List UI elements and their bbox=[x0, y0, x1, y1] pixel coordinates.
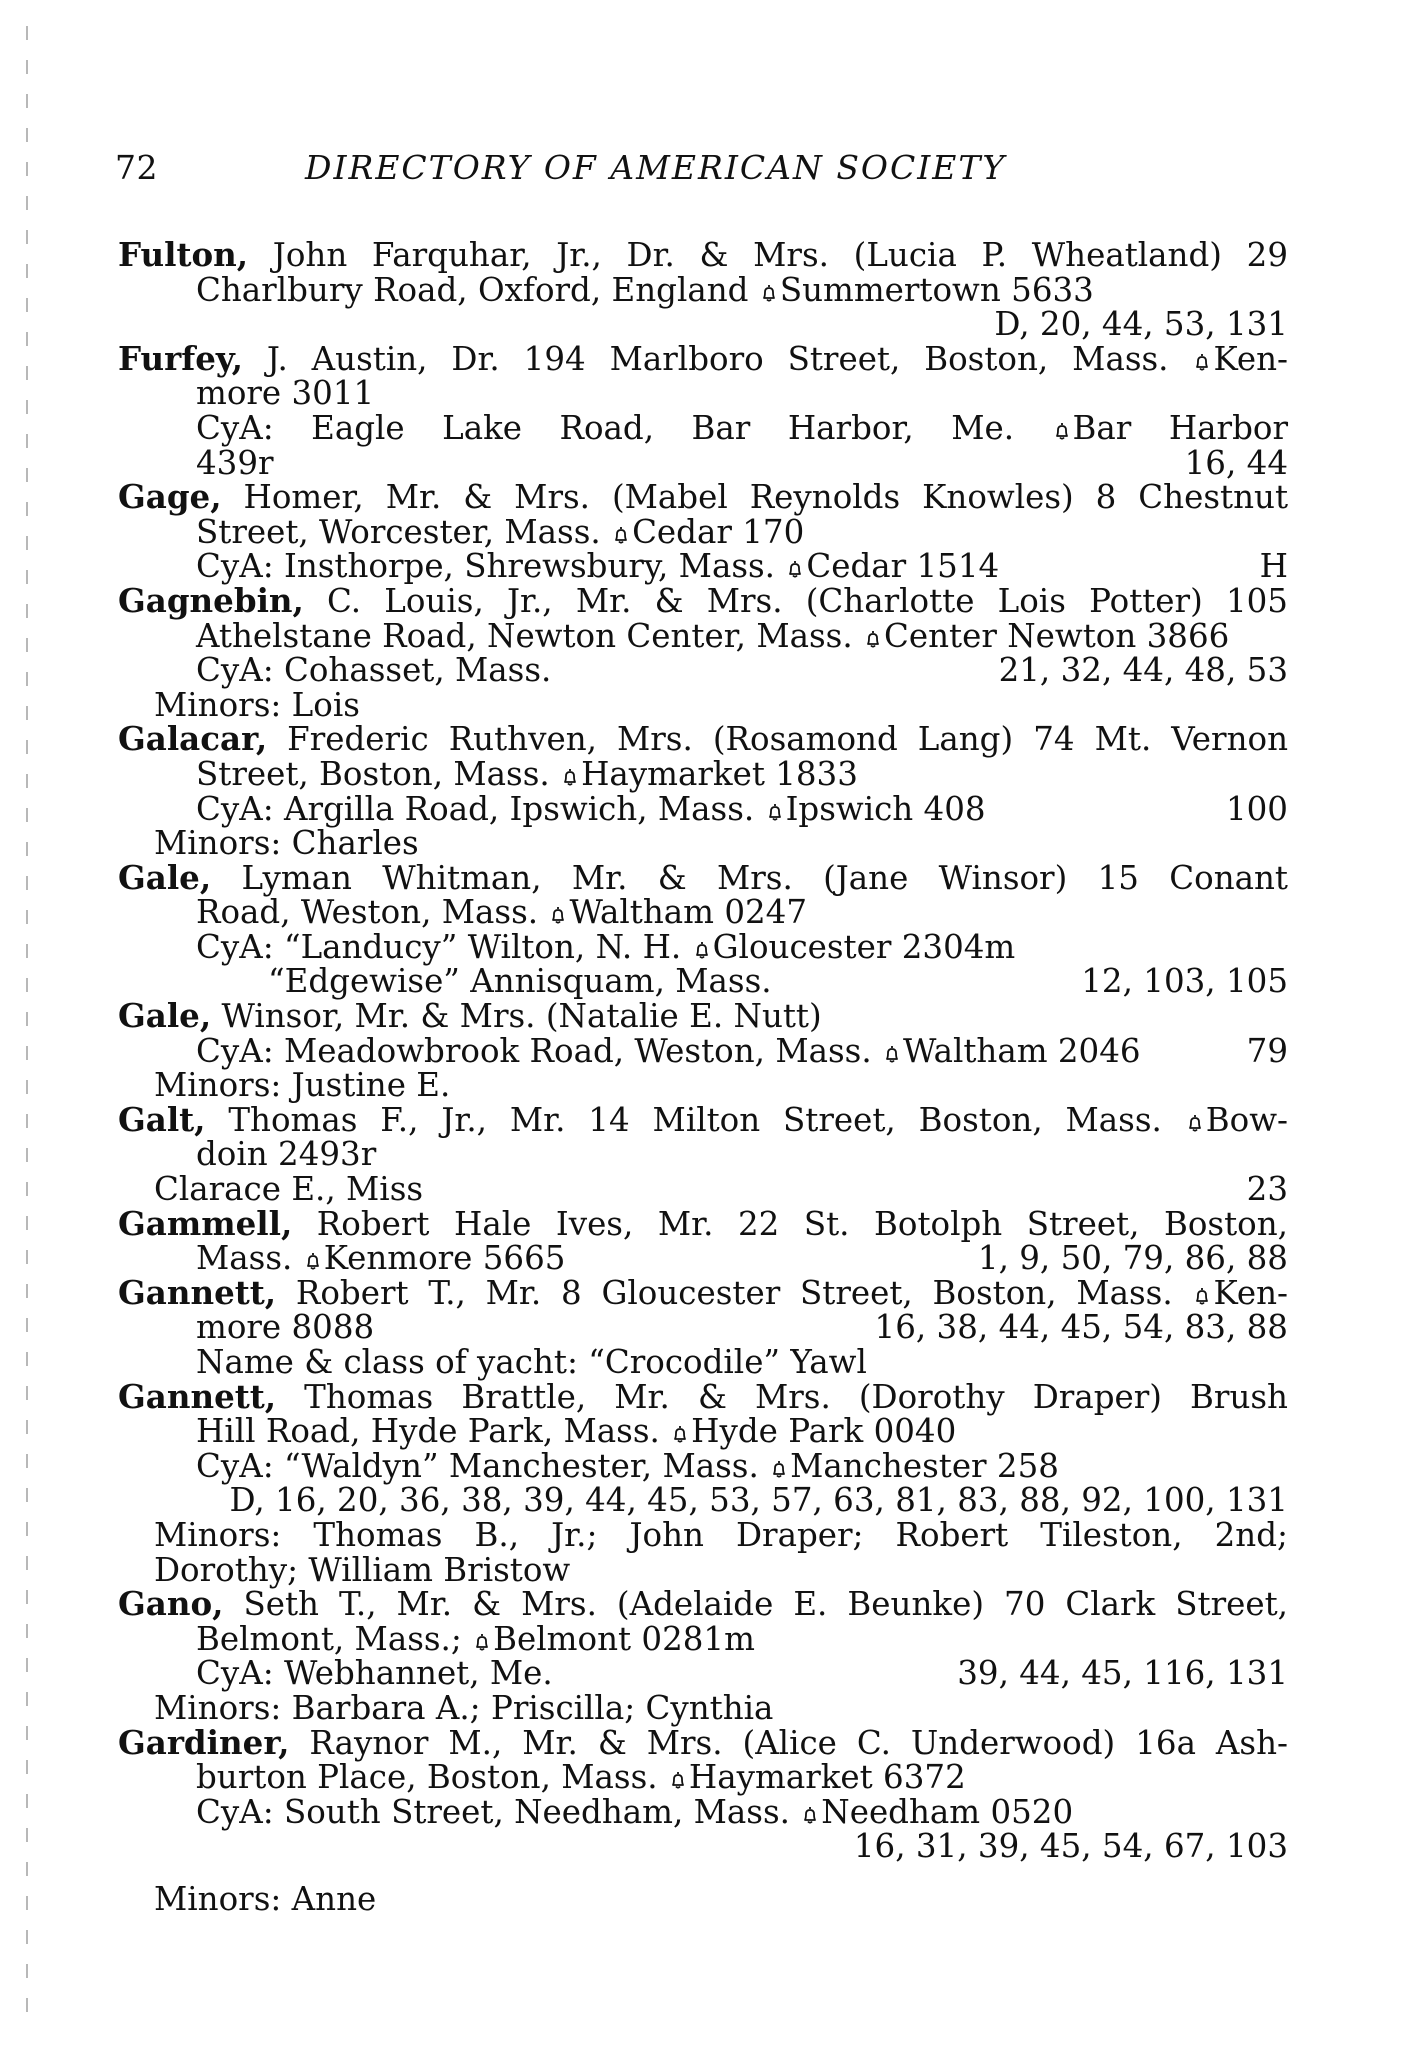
directory-line bbox=[118, 477, 1288, 517]
entry-text: Frederic Ruthven, Mrs. (Rosamond Lang) 74 Mt. Vernon bbox=[267, 720, 1288, 759]
directory-line bbox=[118, 307, 1288, 342]
directory-line bbox=[118, 653, 1288, 688]
entry-text: Waltham 0247 bbox=[569, 893, 808, 932]
entry-text: Minors: Anne bbox=[154, 1879, 377, 1918]
directory-line bbox=[118, 1760, 1288, 1795]
entry-text: Raynor M., Mr. & Mrs. (Alice C. Underwood) 16a Ash- bbox=[289, 1723, 1288, 1762]
directory-line bbox=[118, 789, 1288, 828]
directory-line bbox=[118, 1272, 1288, 1312]
entry-text: Ipswich 408 bbox=[785, 789, 986, 828]
directory-line bbox=[118, 408, 1288, 447]
directory-line bbox=[118, 685, 1288, 724]
directory-line bbox=[118, 235, 1288, 274]
entry-text: CyA: Cohasset, Mass. bbox=[196, 651, 552, 690]
entry-text: Seth T., Mr. & Mrs. (Adelaide E. Beunke) 70 Clark Street, bbox=[223, 1585, 1288, 1624]
entry-text: Gloucester 2304m bbox=[712, 927, 1016, 966]
entry-text: Center Newton 3866 bbox=[884, 616, 1230, 655]
entry-text: Street, Worcester, Mass. bbox=[196, 512, 612, 551]
entry-text: Manchester 258 bbox=[790, 1446, 1059, 1485]
bell-icon bbox=[1185, 1113, 1205, 1133]
bell-icon bbox=[765, 802, 785, 822]
entry-surname: Gale, bbox=[118, 996, 212, 1036]
directory-line bbox=[118, 1068, 1288, 1103]
directory-line bbox=[118, 857, 1288, 897]
bell-icon bbox=[303, 1251, 323, 1271]
directory-line bbox=[118, 1722, 1288, 1762]
page-number: 72 bbox=[115, 148, 158, 187]
entry-text: CyA: Insthorpe, Shrewsbury, Mass. bbox=[196, 547, 786, 586]
entry-text: Winsor, Mr. & Mrs. (Natalie E. Nutt) bbox=[211, 997, 822, 1036]
directory-line bbox=[118, 1376, 1288, 1416]
entry-text: Robert Hale Ives, Mr. 22 St. Botolph Street, Boston, bbox=[292, 1204, 1288, 1243]
entry-text: Waltham 2046 bbox=[903, 1031, 1141, 1070]
entry-surname: Gagnebin, bbox=[118, 580, 304, 620]
entry-club-codes: D, 20, 44, 53, 131 bbox=[994, 305, 1288, 344]
directory-listing bbox=[118, 235, 1288, 1918]
entry-text: Homer, Mr. & Mrs. (Mabel Reynolds Knowles) 8 Chestnut bbox=[221, 478, 1288, 517]
entry-club-codes: 12, 103, 105 bbox=[1081, 962, 1288, 1001]
entry-text: Minors: Thomas B., Jr.; John Draper; Robert Tileston, 2nd; bbox=[154, 1515, 1288, 1554]
directory-line bbox=[118, 1414, 1288, 1449]
entry-surname: Galt, bbox=[118, 1099, 206, 1139]
entry-text: more 3011 bbox=[196, 374, 375, 413]
entry-club-codes: 16, 31, 39, 45, 54, 67, 103 bbox=[853, 1827, 1288, 1866]
bell-icon bbox=[670, 1424, 690, 1444]
entry-text: CyA: “Landucy” Wilton, N. H. bbox=[196, 927, 692, 966]
entry-surname: Gano, bbox=[118, 1584, 224, 1624]
entry-surname: Gammell, bbox=[118, 1203, 293, 1243]
directory-line bbox=[118, 1515, 1288, 1554]
directory-line bbox=[118, 1619, 1288, 1658]
entry-text: Ken- bbox=[1213, 1273, 1288, 1312]
bell-icon bbox=[472, 1632, 492, 1652]
directory-line bbox=[118, 270, 1288, 309]
directory-line bbox=[118, 1656, 1288, 1691]
directory-line bbox=[118, 826, 1288, 861]
bell-icon bbox=[759, 283, 779, 303]
entry-text: Hyde Park 0040 bbox=[691, 1412, 957, 1451]
entry-text: Ken- bbox=[1213, 339, 1288, 378]
entry-text: CyA: Webhannet, Me. bbox=[196, 1654, 553, 1693]
entry-club-codes: 16, 38, 44, 45, 54, 83, 88 bbox=[874, 1308, 1288, 1347]
bell-icon bbox=[863, 629, 883, 649]
entry-text: Haymarket 6372 bbox=[688, 1758, 966, 1797]
entry-text: Needham 0520 bbox=[821, 1792, 1074, 1831]
entry-text: Cedar 1514 bbox=[806, 547, 1000, 586]
entry-text: Belmont, Mass.; bbox=[196, 1619, 473, 1658]
directory-line bbox=[118, 1483, 1288, 1518]
directory-line bbox=[118, 1829, 1288, 1864]
entry-text: Kenmore 5665 bbox=[323, 1239, 566, 1278]
entry-text: Charlbury Road, Oxford, England bbox=[196, 270, 759, 309]
directory-line bbox=[118, 1879, 1288, 1918]
bell-icon bbox=[548, 905, 568, 925]
entry-text: CyA: “Waldyn” Manchester, Mass. bbox=[196, 1446, 770, 1485]
directory-line bbox=[118, 549, 1288, 584]
entry-surname: Fulton, bbox=[118, 235, 249, 274]
directory-line bbox=[118, 1137, 1288, 1172]
entry-club-codes: 16, 44 bbox=[1184, 443, 1288, 482]
entry-text: Bar Harbor bbox=[1072, 408, 1288, 447]
directory-line bbox=[118, 1584, 1288, 1624]
directory-line bbox=[118, 996, 1288, 1036]
entry-surname: Gannett, bbox=[118, 1272, 277, 1312]
entry-club-codes: 23 bbox=[1246, 1170, 1288, 1209]
entry-text: Street, Boston, Mass. bbox=[196, 754, 561, 793]
entry-text: Belmont 0281m bbox=[493, 1619, 755, 1658]
entry-text: Hill Road, Hyde Park, Mass. bbox=[196, 1412, 671, 1451]
entry-text: CyA: Argilla Road, Ipswich, Mass. bbox=[196, 789, 765, 828]
directory-line bbox=[118, 1310, 1288, 1345]
entry-club-codes: 79 bbox=[1246, 1031, 1288, 1070]
directory-line bbox=[118, 512, 1288, 551]
directory-line bbox=[118, 1688, 1288, 1727]
bell-icon bbox=[785, 559, 805, 579]
entry-club-codes: 39, 44, 45, 116, 131 bbox=[957, 1654, 1288, 1693]
directory-line bbox=[118, 1550, 1288, 1589]
directory-line bbox=[118, 1172, 1288, 1207]
entry-text: CyA: South Street, Needham, Mass. bbox=[196, 1792, 801, 1831]
directory-line bbox=[118, 616, 1288, 655]
directory-line bbox=[118, 1031, 1288, 1070]
running-title: DIRECTORY OF AMERICAN SOCIETY bbox=[305, 148, 1007, 187]
entry-text: Lyman Whitman, Mr. & Mrs. (Jane Winsor) 15 Conant bbox=[211, 858, 1288, 897]
entry-surname: Galacar, bbox=[118, 719, 268, 759]
entry-text: Thomas Brattle, Mr. & Mrs. (Dorothy Draper) Brush bbox=[276, 1377, 1288, 1416]
directory-line bbox=[118, 895, 1288, 930]
directory-line bbox=[118, 580, 1288, 620]
entry-text: Summertown 5633 bbox=[779, 270, 1094, 309]
entry-text: Minors: Justine E. bbox=[154, 1066, 451, 1105]
entry-surname: Furfey, bbox=[118, 338, 244, 378]
bell-icon bbox=[1192, 352, 1212, 372]
entry-surname: Gage, bbox=[118, 477, 222, 517]
entry-text: Mass. bbox=[196, 1239, 303, 1278]
entry-text: Clarace E., Miss bbox=[154, 1170, 424, 1209]
binding-margin-rule bbox=[26, 26, 28, 2016]
entry-text: C. Louis, Jr., Mr. & Mrs. (Charlotte Lois Potter) 105 bbox=[303, 581, 1288, 620]
directory-line bbox=[118, 338, 1288, 378]
entry-text: CyA: Meadowbrook Road, Weston, Mass. bbox=[196, 1031, 882, 1070]
bell-icon bbox=[668, 1770, 688, 1790]
bell-icon bbox=[1052, 421, 1072, 441]
entry-text: “Edgewise” Annisquam, Mass. bbox=[268, 962, 772, 1001]
directory-line bbox=[118, 719, 1288, 759]
directory-line bbox=[118, 1099, 1288, 1139]
bell-icon bbox=[769, 1459, 789, 1479]
entry-club-codes: H bbox=[1259, 547, 1288, 586]
directory-line bbox=[118, 1345, 1288, 1380]
entry-club-codes: 100 bbox=[1225, 789, 1288, 828]
directory-line bbox=[118, 964, 1288, 999]
entry-text: more 8088 bbox=[196, 1308, 375, 1347]
directory-line bbox=[118, 754, 1288, 793]
bell-icon bbox=[611, 525, 631, 545]
directory-line bbox=[118, 927, 1288, 966]
directory-line bbox=[118, 1792, 1288, 1831]
entry-text: Athelstane Road, Newton Center, Mass. bbox=[196, 616, 864, 655]
directory-line bbox=[118, 376, 1288, 411]
entry-text: John Farquhar, Jr., Dr. & Mrs. (Lucia P. Wheatland) 29 bbox=[248, 236, 1288, 274]
entry-text: 439r bbox=[196, 443, 274, 482]
entry-text: Minors: Lois bbox=[154, 685, 360, 724]
entry-text: Dorothy; William Bristow bbox=[154, 1550, 571, 1589]
entry-text: Minors: Barbara A.; Priscilla; Cynthia bbox=[154, 1688, 774, 1727]
directory-line bbox=[118, 1241, 1288, 1276]
entry-text: Cedar 170 bbox=[632, 512, 805, 551]
entry-text: Minors: Charles bbox=[154, 824, 419, 863]
bell-icon bbox=[1192, 1286, 1212, 1306]
bell-icon bbox=[882, 1044, 902, 1064]
entry-text: Name & class of yacht: “Crocodile” Yawl bbox=[196, 1343, 867, 1381]
bell-icon bbox=[692, 940, 712, 960]
entry-text: Thomas F., Jr., Mr. 14 Milton Street, Boston, Mass. bbox=[205, 1100, 1185, 1139]
entry-text: Road, Weston, Mass. bbox=[196, 893, 549, 932]
bell-icon bbox=[800, 1805, 820, 1825]
directory-line bbox=[118, 443, 1288, 482]
directory-line bbox=[118, 1203, 1288, 1243]
entry-club-codes: 1, 9, 50, 79, 86, 88 bbox=[977, 1239, 1288, 1278]
entry-text: Haymarket 1833 bbox=[581, 754, 858, 793]
entry-text: CyA: Eagle Lake Road, Bar Harbor, Me. bbox=[196, 408, 1052, 447]
entry-surname: Gale, bbox=[118, 857, 212, 897]
entry-surname: Gannett, bbox=[118, 1376, 277, 1416]
entry-club-codes: 21, 32, 44, 48, 53 bbox=[998, 651, 1288, 690]
entry-club-codes: D, 16, 20, 36, 38, 39, 44, 45, 53, 57, 63, 81, 83, 88, 92, 100, 131 bbox=[229, 1481, 1288, 1520]
entry-text: J. Austin, Dr. 194 Marlboro Street, Boston, Mass. bbox=[243, 339, 1193, 378]
entry-text: doin 2493r bbox=[196, 1135, 377, 1174]
directory-line bbox=[118, 1446, 1288, 1485]
entry-text: burton Place, Boston, Mass. bbox=[196, 1758, 668, 1797]
entry-text: Bow- bbox=[1205, 1100, 1288, 1139]
entry-surname: Gardiner, bbox=[118, 1722, 290, 1762]
entry-text: Robert T., Mr. 8 Gloucester Street, Boston, Mass. bbox=[276, 1273, 1193, 1312]
bell-icon bbox=[560, 767, 580, 787]
